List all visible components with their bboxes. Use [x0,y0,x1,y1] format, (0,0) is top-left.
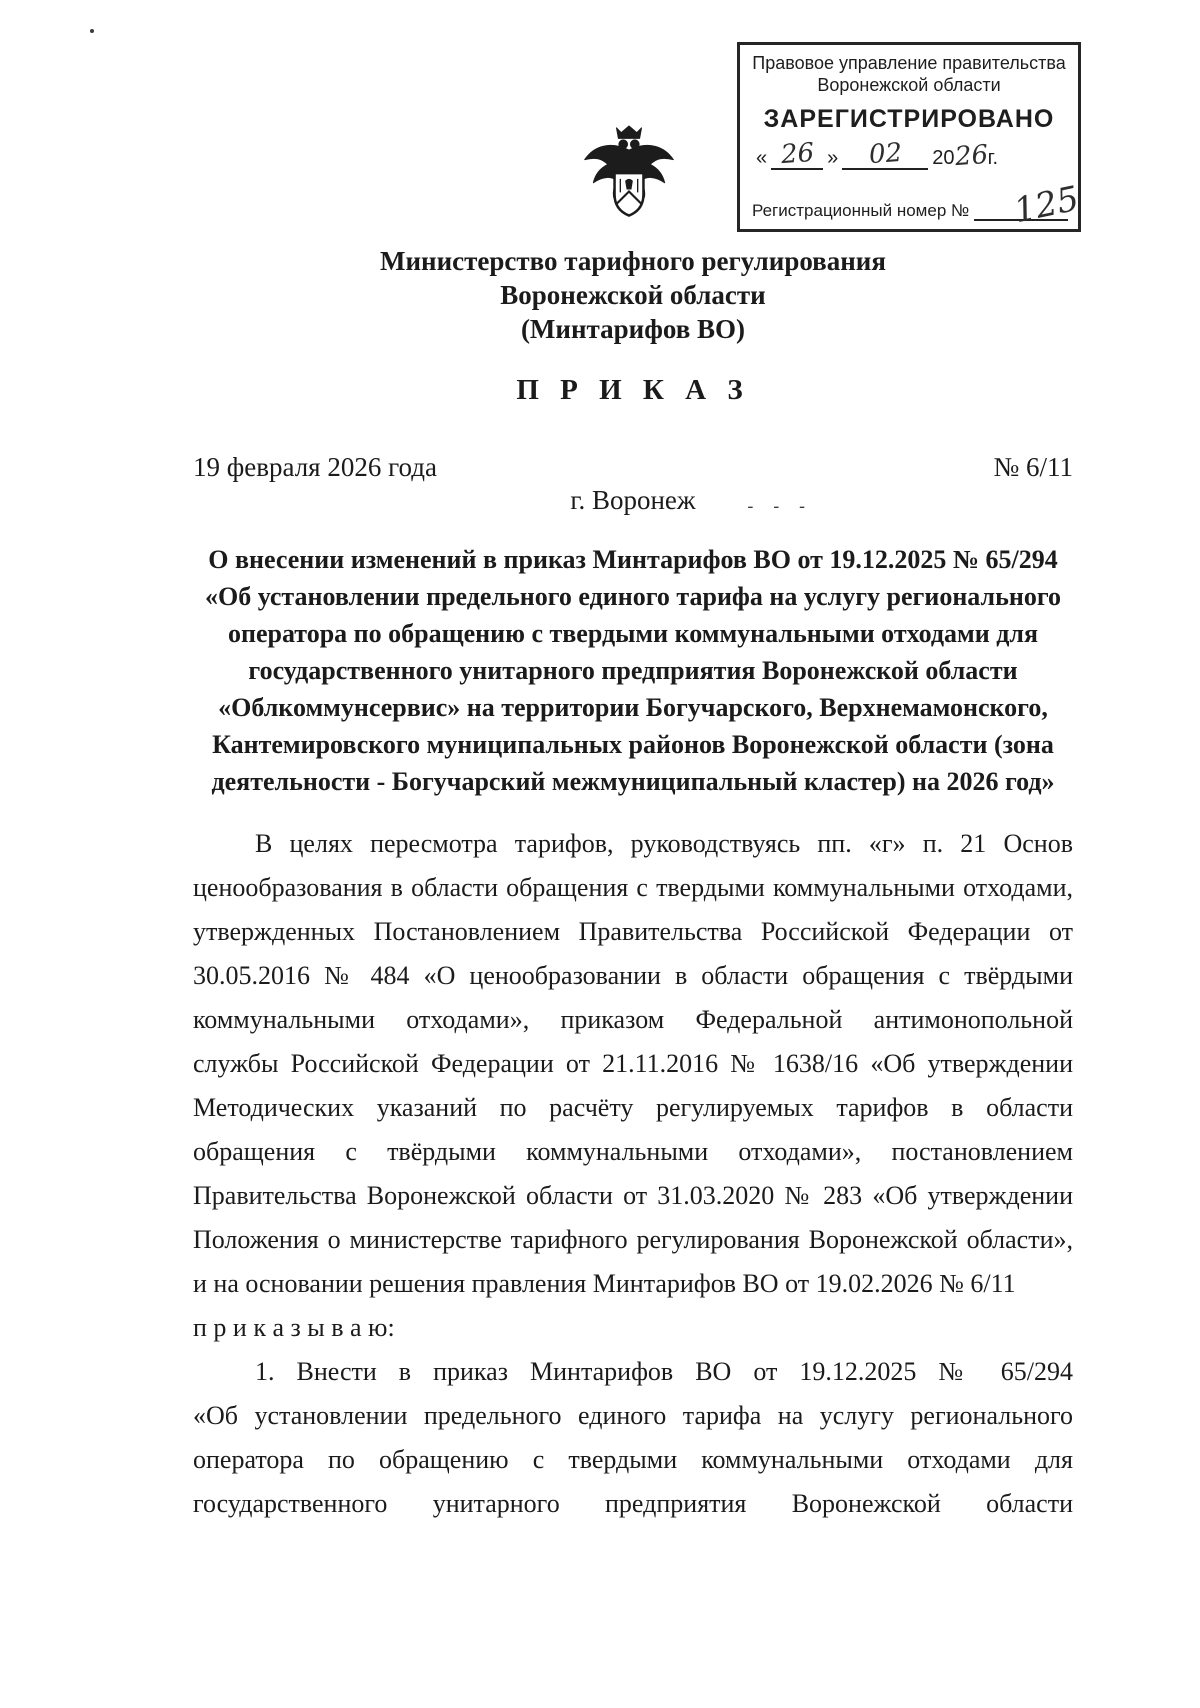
document-type-title: П Р И К А З [516,374,750,406]
meta-row [193,451,1073,484]
ministry-name-line: Министерство тарифного регулирования [380,246,886,276]
stamp-reg-blank [974,178,1082,232]
subject-heading-line: О внесении изменений в приказ Минтарифов ВО от 19.12.2025 № 65/294 [208,545,1058,574]
stamp-date-open-quote: « [756,147,768,169]
body-text-line: «Об установлении предельного единого тарифа на услугу регионального [193,1401,1073,1430]
ministry-name-line: Воронежской области [500,280,766,310]
body-text-line: Методических указаний по расчёту регулируемых тарифов в области [193,1093,1073,1122]
stamp-date-month-blank [842,137,928,171]
stamp-org-line2: Воронежской области [817,75,1001,95]
body-text-line: службы Российской Федерации от 21.11.2016 № 1638/16 «Об утверждении [193,1049,1073,1078]
body-text-line: утвержденных Постановлением Правительства Российской Федерации от [193,917,1073,946]
subject-heading [193,541,1073,800]
body-text-line: государственного унитарного предприятия Воронежской области [193,1489,1073,1518]
stamp-date-year-suffix: г. [987,147,999,169]
stamp-org-line1: Правовое управление правительства [752,53,1066,73]
body-text-line: Правительства Воронежской области от 31.03.2020 № 283 «Об утверждении [193,1181,1073,1210]
body-text-line: Положения о министерстве тарифного регулирования Воронежской области», [193,1225,1073,1254]
scan-artifact-dot [90,29,94,33]
document-city: г. Воронеж [570,485,696,515]
document-number: № 6/11 [993,452,1073,482]
registration-stamp [737,42,1081,232]
stamp-date-year-handwritten: 26 [953,139,989,173]
stamp-date-year [932,139,999,173]
stamp-date-day-blank [771,137,823,171]
body-text-line: и на основании решения правления Минтарифов ВО от 19.02.2026 № 6/11 [193,1269,1016,1298]
handwritten-dash-marks: - - - [747,496,813,517]
body-text-line: оператора по обращению с твердыми коммунальными отходами для [193,1445,1073,1474]
stamp-date-month-handwritten: 02 [867,137,903,171]
stamp-organization [740,52,1078,96]
resolve-word: п р и к а з ы в а ю: [193,1313,395,1342]
subject-heading-line: «Об установлении предельного единого тарифа на услугу регионального [204,582,1062,611]
stamp-registration-number-row [752,178,1082,232]
stamp-registered-label: ЗАРЕГИСТРИРОВАНО [763,105,1055,133]
stamp-reg-number-handwritten: 125 [1010,178,1082,232]
subject-heading-line: государственного унитарного предприятия Воронежской области [248,656,1018,685]
voronezh-coat-of-arms-icon [576,122,682,232]
ministry-name [193,244,1073,346]
subject-heading-line: «Облкоммунсервис» на территории Богучарского, Верхнемамонского, [218,693,1048,722]
body-text-line: 1. Внести в приказ Минтарифов ВО от 19.12.2025 № 65/294 [255,1357,1073,1386]
ministry-name-line: (Минтарифов ВО) [520,314,746,344]
body-paragraph-2 [193,1350,1073,1526]
body-text-line: обращения с твёрдыми коммунальными отходами», постановлением [193,1137,1073,1166]
document-date: 19 февраля 2026 года [193,452,437,482]
stamp-date-day-handwritten: 26 [779,137,815,171]
stamp-date-row [756,137,1078,173]
stamp-reg-label: Регистрационный номер № [752,201,970,220]
stamp-date-close-quote: » [827,147,839,169]
body-text-line: В целях пересмотра тарифов, руководствуясь пп. «г» п. 21 Основ [255,829,1073,858]
body-text-line: коммунальными отходами», приказом Федеральной антимонопольной [193,1005,1073,1034]
city-row [193,484,1073,517]
document-content [0,244,1200,1526]
subject-heading-line: оператора по обращению с твердыми коммунальными отходами для [227,619,1039,648]
body-text-line: ценообразования в области обращения с твердыми коммунальными отходами, [193,873,1073,902]
body-text-line: 30.05.2016 № 484 «О ценообразовании в области обращения с твёрдыми [193,961,1073,990]
body-paragraph-1 [193,822,1073,1306]
subject-heading-line: деятельности - Богучарский межмуниципальный кластер) на 2026 год» [211,767,1055,796]
subject-heading-line: Кантемировского муниципальных районов Воронежской области (зона [212,730,1054,759]
stamp-date-year-prefix: 20 [932,147,955,169]
